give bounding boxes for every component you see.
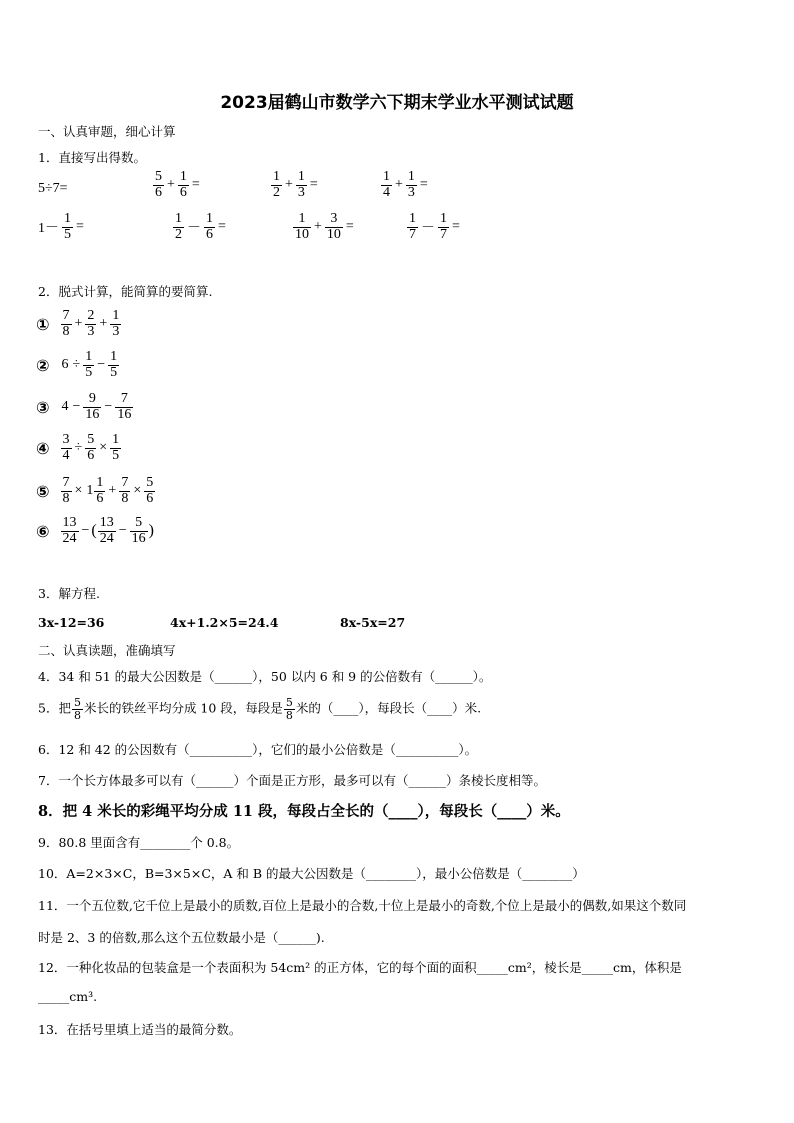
expr-1-7-minus-1-7: $\frac{1}{7}$ － $\frac{1}{7}$ = xyxy=(409,211,460,242)
expr-5div7: 5÷7= xyxy=(38,181,68,196)
expr-1-10-plus-3-10: $\frac{1}{10}$ + $\frac{3}{10}$ = xyxy=(295,211,354,242)
question-4: 4．34 和 51 的最大公因数是（______），50 以内 6 和 9 的公倍数有（______）。 xyxy=(38,669,492,684)
question-9: 9．80.8 里面含有________个 0.8。 xyxy=(38,835,240,850)
question-1-label: 1．直接写出得数。 xyxy=(38,150,146,165)
question-2-label: 2．脱式计算，能简算的要简算. xyxy=(38,284,213,299)
question-11-line-1: 11．一个五位数,它千位上是最小的质数,百位上是最小的合数,十位上是最小的奇数,个位上是最小的偶数,如果这个数同 xyxy=(38,898,687,913)
expr-1-4-plus-1-3: $\frac{1}{4}$ + $\frac{1}{3}$ = xyxy=(383,169,428,200)
question-6: 6．12 和 42 的公因数有（__________），它们的最小公倍数是（__________）。 xyxy=(38,742,478,757)
expr-5-6-plus-1-6: $\frac{5}{6}$ + $\frac{1}{6}$ = xyxy=(155,169,200,200)
question-12-line-1: 12．一种化妆品的包装盒是一个表面积为 54cm² 的正方体，它的每个面的面积_____cm²，棱长是_____cm，体积是 xyxy=(38,960,682,975)
section-heading: 二、认真读题，准确填写 xyxy=(38,643,176,658)
calc-item-4: ④ $\frac{3}{4}$ ÷ $\frac{5}{6}$ × $\frac{1}{5}$ xyxy=(36,432,120,463)
equation-2: 4x+1.2×5=24.4 xyxy=(170,615,279,630)
page-title: 2023届鹤山市数学六下期末学业水平测试试题 xyxy=(220,93,574,113)
question-8: 8．把 4 米长的彩绳平均分成 11 段，每段占全长的（____），每段长（____）米。 xyxy=(38,803,570,820)
question-13: 13．在括号里填上适当的最简分数。 xyxy=(38,1022,242,1037)
question-5: 5．把 $\frac{5}{8}$ 米长的铁丝平均分成 10 段，每段是 $\frac{5}{8}$ 米的（____），每段长（____）米. xyxy=(38,696,482,722)
calc-item-2: ② 6 ÷ $\frac{1}{5}$ − $\frac{1}{5}$ xyxy=(36,349,118,380)
question-12-line-2: _____cm³. xyxy=(38,989,98,1004)
section-heading: 一、认真审题，细心计算 xyxy=(38,124,176,139)
question-11-line-2: 时是 2、3 的倍数,那么这个五位数最小是（______). xyxy=(38,930,325,945)
expr-1-minus-1-5: 1－ $\frac{1}{5}$ = xyxy=(38,211,84,242)
question-7: 7．一个长方体最多可以有（______）个面是正方形，最多可以有（______）条棱长度相等。 xyxy=(38,773,546,788)
equation-3: 8x-5x=27 xyxy=(340,615,406,630)
calc-item-5: ⑤ $\frac{7}{8}$ × 1 $\frac{1}{6}$ + $\frac{7}{8}$ × $\frac{5}{6}$ xyxy=(36,475,154,506)
calc-item-6: ⑥ $\frac{13}{24}$ − ( $\frac{13}{24}$ − $\frac{5}{16}$ ) xyxy=(36,515,154,546)
calc-item-1: ① $\frac{7}{8}$ + $\frac{2}{3}$ + $\frac{1}{3}$ xyxy=(36,308,120,339)
question-10: 10．A=2×3×C，B=3×5×C，A 和 B 的最大公因数是（________），最小公倍数是（________） xyxy=(38,866,585,881)
expr-1-2-plus-1-3: $\frac{1}{2}$ + $\frac{1}{3}$ = xyxy=(273,169,318,200)
expr-1-2-minus-1-6: $\frac{1}{2}$ － $\frac{1}{6}$ = xyxy=(175,211,226,242)
equation-1: 3x-12=36 xyxy=(38,615,105,630)
question-3-label: 3．解方程. xyxy=(38,586,100,601)
calc-item-3: ③ 4 − $\frac{9}{16}$ − $\frac{7}{16}$ xyxy=(36,391,132,422)
